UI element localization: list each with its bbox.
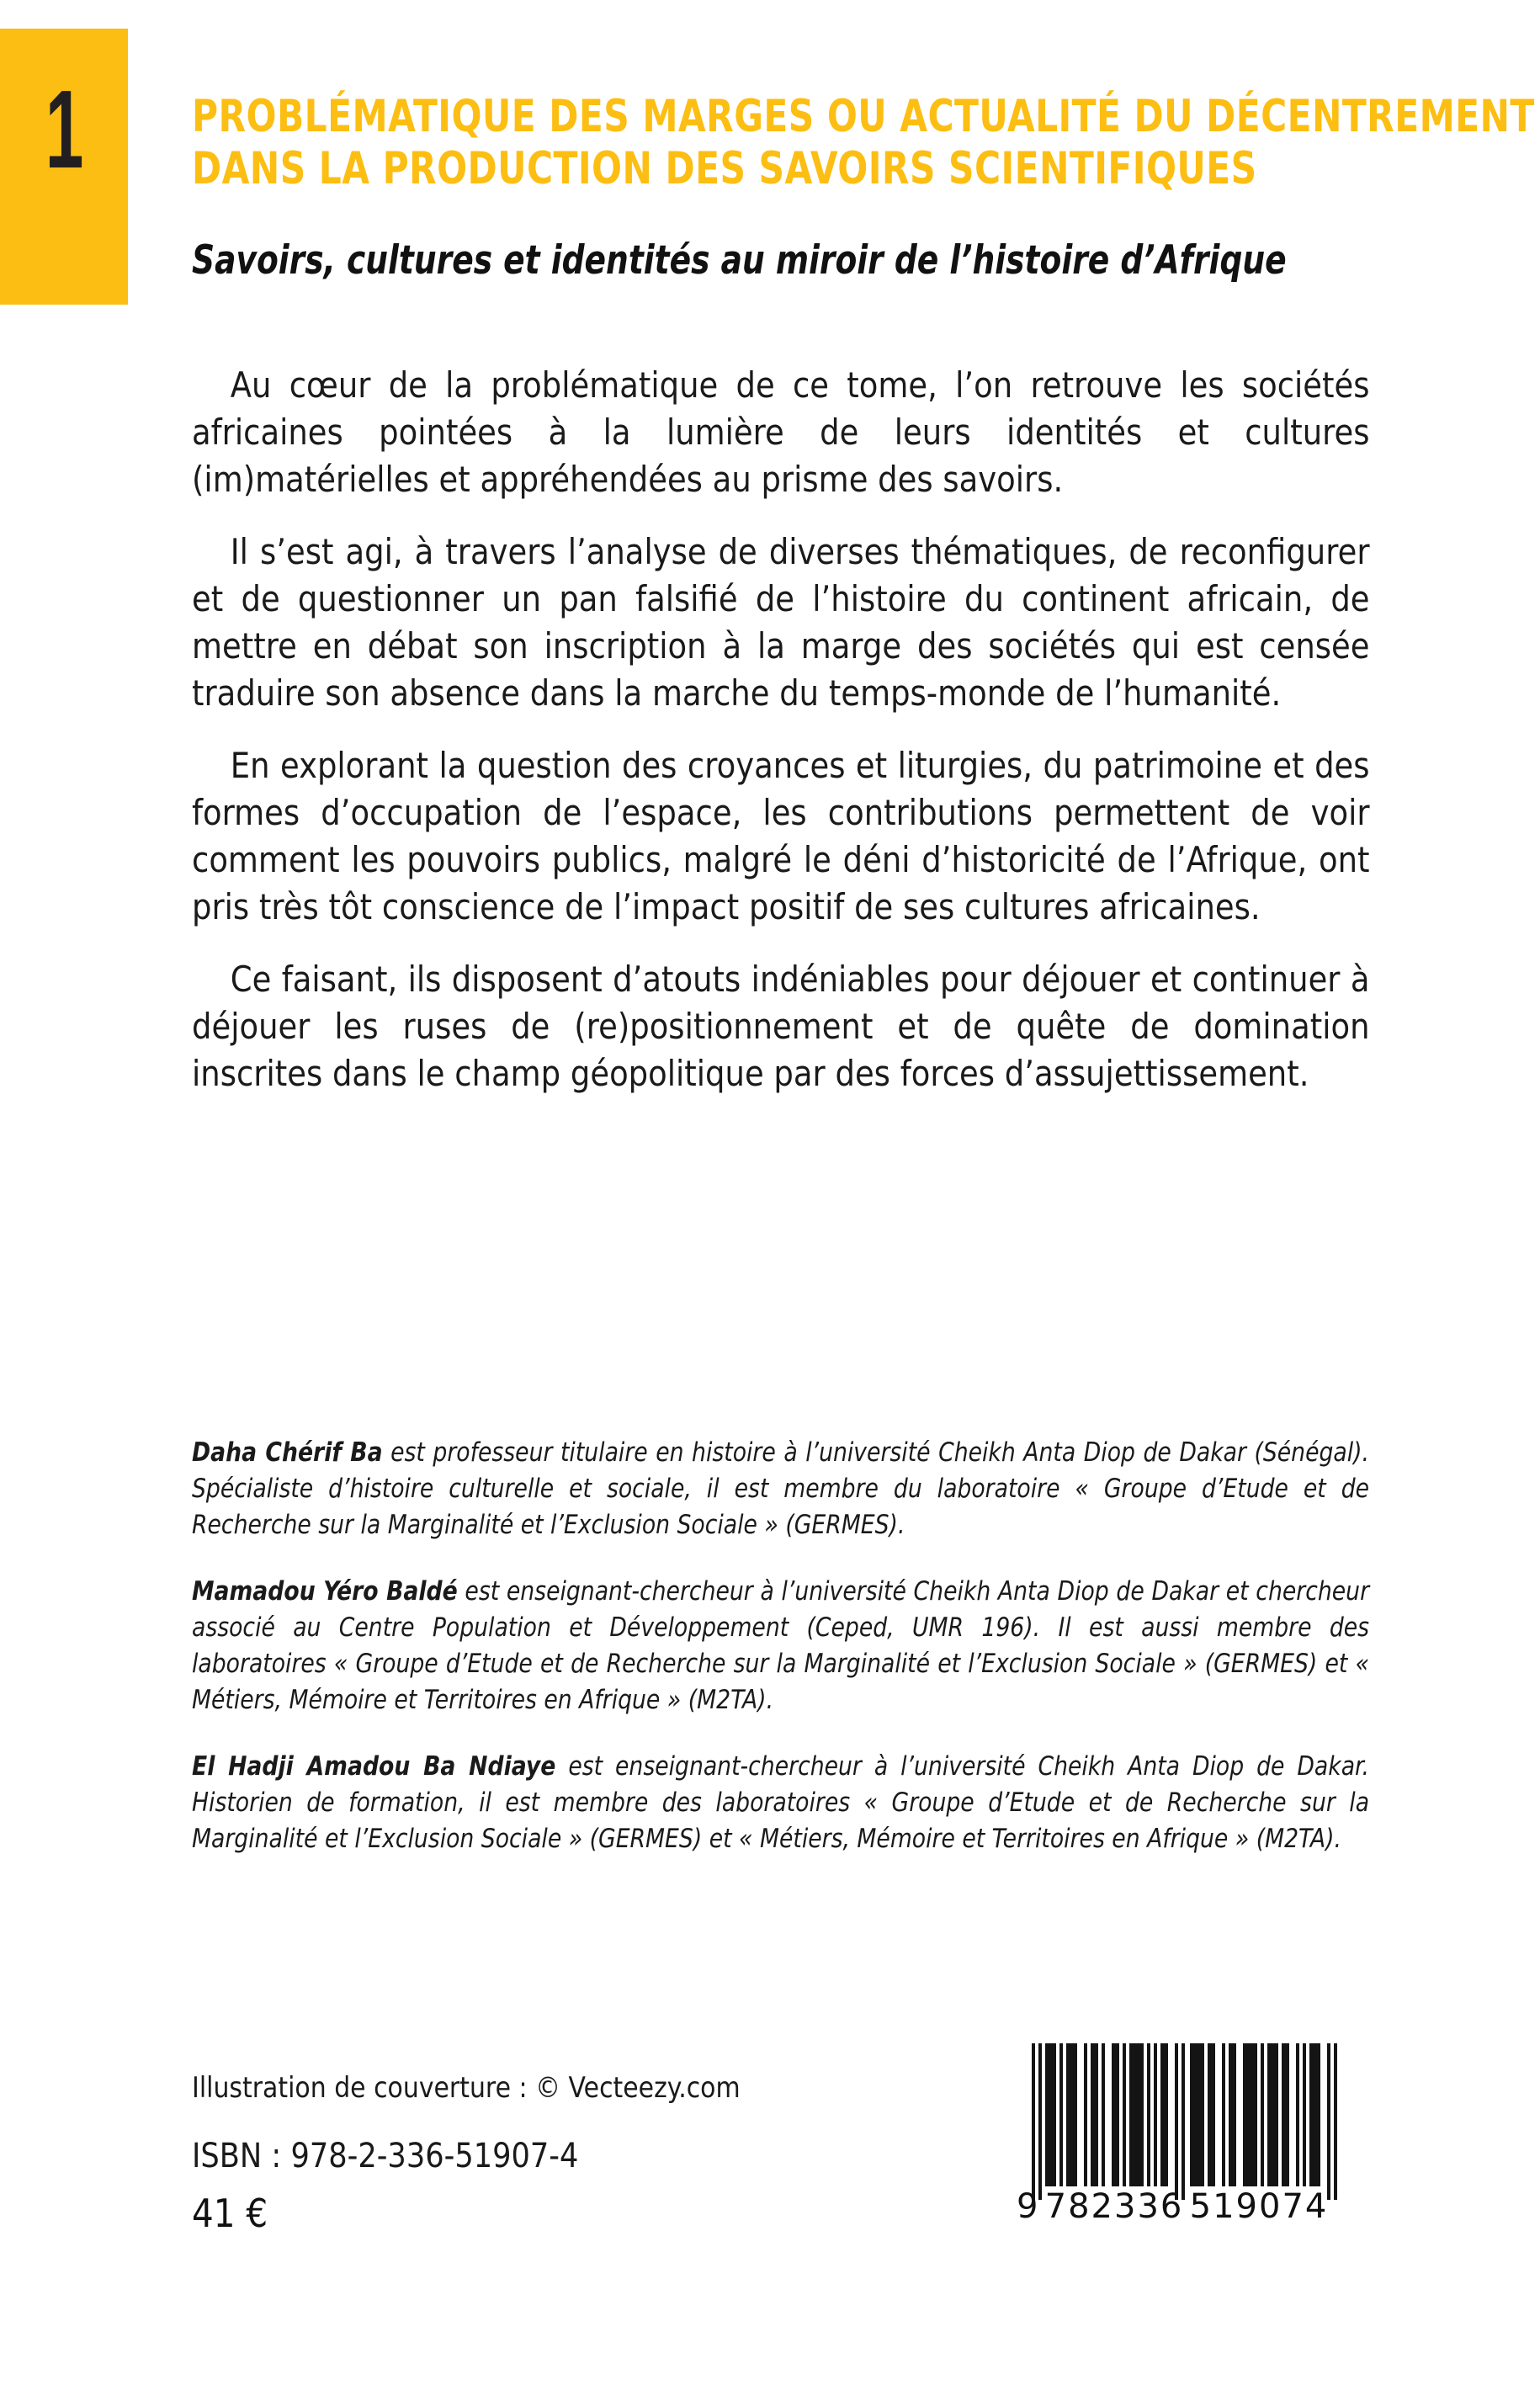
author-bio-text: est enseignant-chercheur à l’université Cheikh Anta Diop de Dakar. Historien de formation, il est membre des laboratoires « Groupe d’Etude et de Recherche sur la Marginalité et l’Exclusion Sociale » (GERMES) et « Métiers, Mémoire et Territoires en Afrique » (M2TA). xyxy=(192,1751,1370,1854)
barcode-right-group: 519074 xyxy=(1189,2187,1329,2226)
book-title-line-2: DANS LA PRODUCTION DES SAVOIRS SCIENTIFIQUES xyxy=(192,143,1257,194)
book-title xyxy=(192,91,1535,195)
author-name: Mamadou Yéro Baldé xyxy=(192,1576,458,1607)
cover-footer xyxy=(0,2037,1540,2385)
barcode-left-group: 782336 xyxy=(1044,2187,1184,2226)
cover-illustration-credit: Illustration de couverture : © Vecteezy.com xyxy=(192,2071,741,2105)
price-label: 41 € xyxy=(192,2191,268,2236)
author-bio xyxy=(192,1435,1369,1543)
barcode-lead-digit: 9 xyxy=(1017,2187,1038,2226)
isbn-label: ISBN : 978-2-336-51907-4 xyxy=(192,2137,579,2175)
author-name: Daha Chérif Ba xyxy=(192,1437,383,1468)
blurb-paragraph: En explorant la question des croyances et liturgies, du patrimoine et des formes d’occupation de l’espace, les contributions permettent de voir comment les pouvoirs publics, malgré le déni d’historicité de l’Afrique, ont pris très tôt conscience de l’impact positif de ses cultures africaines. xyxy=(192,745,1370,927)
blurb-paragraph: Au cœur de la problématique de ce tome, l’on retrouve les sociétés africaines pointées à la lumière de leurs identités et cultures (im)matérielles et appréhendées au prisme des savoirs. xyxy=(192,364,1370,500)
series-number-label: 1 xyxy=(45,67,83,191)
ean13-barcode xyxy=(1017,2043,1353,2234)
author-bio-text: est enseignant-chercheur à l’université Cheikh Anta Diop de Dakar et chercheur associé au Centre Population et Développement (Ceped, UMR 196). Il est aussi membre des laboratoires « Groupe d’Etude et de Recherche sur la Marginalité et l’Exclusion Sociale » (GERMES) et « Métiers, Mémoire et Territoires en Afrique » (M2TA). xyxy=(192,1576,1370,1715)
blurb-paragraph: Ce faisant, ils disposent d’atouts indéniables pour déjouer et continuer à déjouer les ruses de (re)positionnement et de quête de domination inscrites dans le champ géopolitique par des forces d’assujettissement. xyxy=(192,959,1370,1094)
author-bio xyxy=(192,1749,1369,1857)
blurb-section xyxy=(192,362,1370,1097)
author-bios-section xyxy=(192,1435,1370,1857)
book-title-line-1: PROBLÉMATIQUE DES MARGES OU ACTUALITÉ DU DÉCENTREMENT xyxy=(192,91,1535,142)
blurb-paragraph: Il s’est agi, à travers l’analyse de diverses thématiques, de reconfigurer et de questionner un pan falsifié de l’histoire du continent africain, de mettre en débat son inscription à la marge des sociétés qui est censée traduire son absence dans la marche du temps-monde de l’humanité. xyxy=(192,531,1370,714)
ean13-barcode-digits xyxy=(1017,2185,1353,2228)
cover-header xyxy=(0,0,1540,337)
author-name: El Hadji Amadou Ba Ndiaye xyxy=(192,1751,556,1782)
author-bio xyxy=(192,1574,1369,1718)
book-subtitle: Savoirs, cultures et identités au miroir de l’histoire d’Afrique xyxy=(192,237,1287,284)
ean13-barcode-icon xyxy=(1017,2043,1353,2200)
author-bio-text: est professeur titulaire en histoire à l’université Cheikh Anta Diop de Dakar (Sénégal). Spécialiste d’histoire culturelle et sociale, il est membre du laboratoire « Groupe d’Etude et de Recherche sur la Marginalité et l’Exclusion Sociale » (GERMES). xyxy=(192,1437,1370,1540)
